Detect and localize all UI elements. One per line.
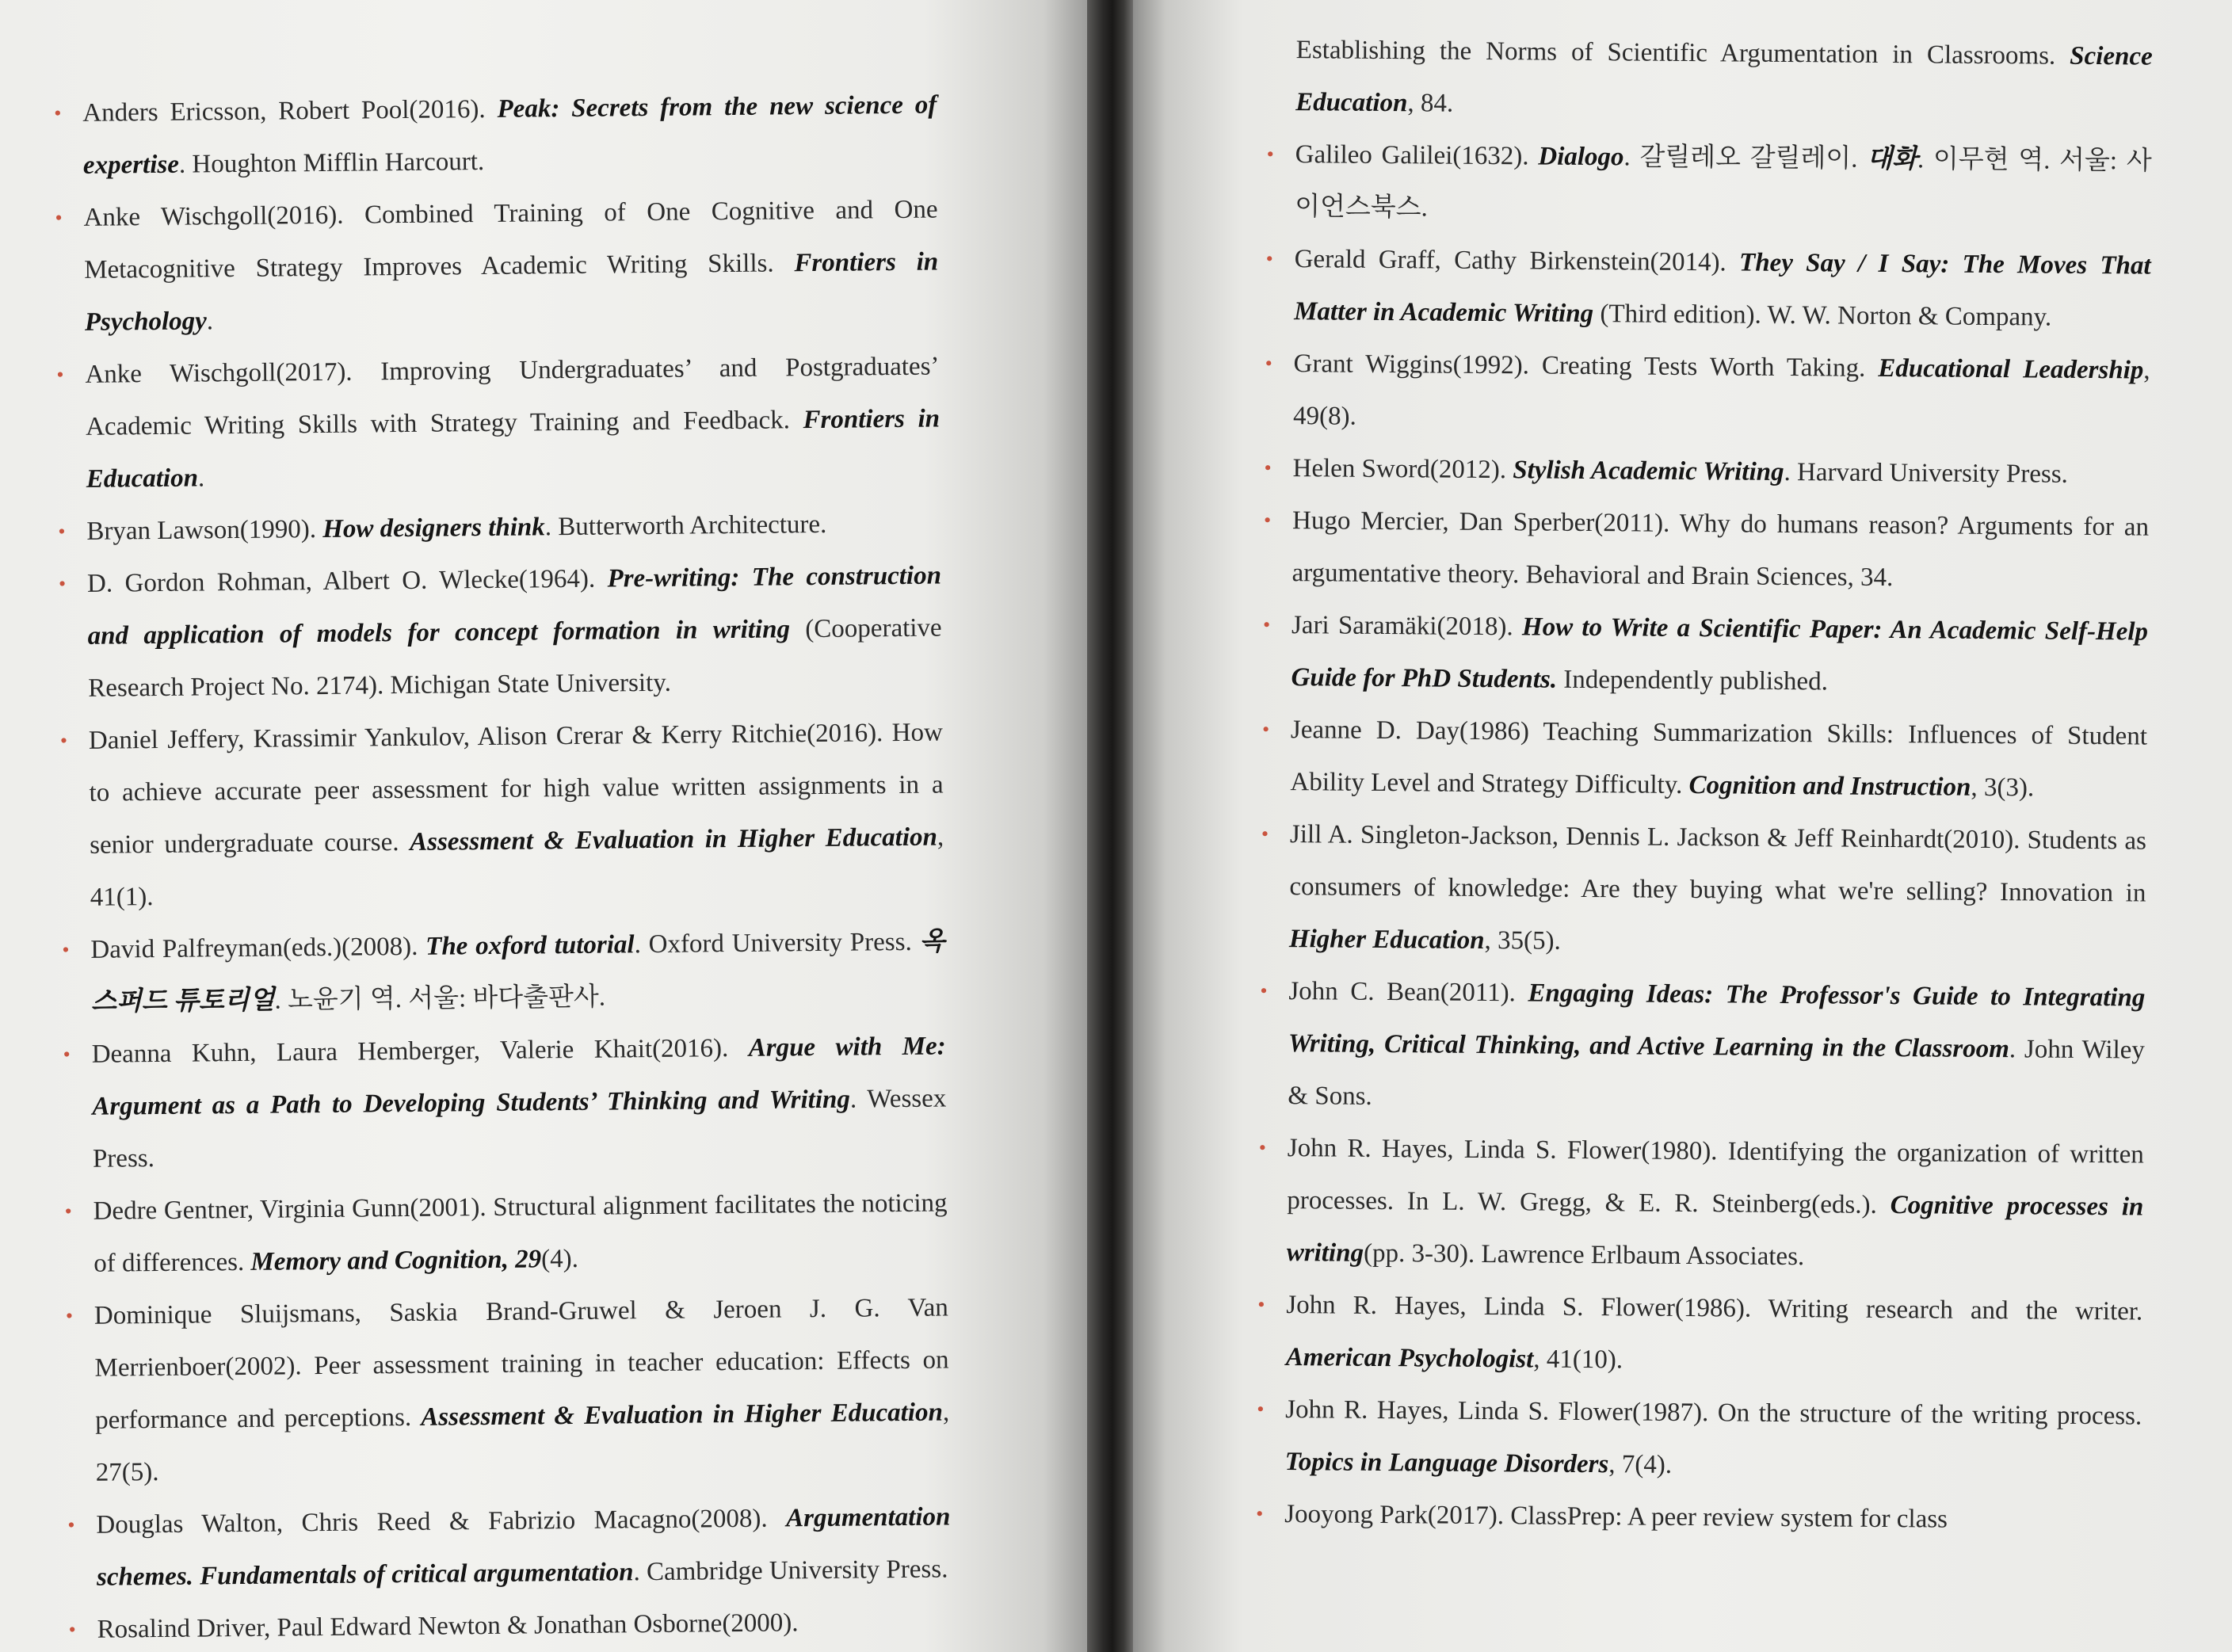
reference-source-title: Higher Education [1288, 925, 1485, 956]
bullet-icon: • [1261, 822, 1269, 845]
reference-item [1266, 128, 2152, 240]
reference-source-title: Assessment & Evaluation in Higher Education [421, 1398, 944, 1432]
reference-text: John R. Hayes, Linda S. Flower(1980). Identifying the organization of written processes. In L. W. Gregg, & E. R. Steinberg(eds.). [1287, 1134, 2144, 1220]
reference-source-title: Science Education [1295, 41, 2153, 118]
reference-source-title: American Psychologist [1285, 1343, 1534, 1374]
reference-text: Hugo Mercier, Dan Sperber(2011). Why do humans reason? Arguments for an argumentative theory. Behavioral and Brain Sciences, 34. [1292, 506, 2150, 593]
bullet-icon: • [63, 1043, 71, 1066]
reference-source-title: Peak: Secrets from the new science of expertise [82, 90, 937, 180]
reference-item [1257, 1383, 2142, 1495]
reference-text: Galileo Galilei(1632). [1295, 140, 1539, 171]
reference-details: , 84. [1407, 89, 1454, 118]
reference-text: Helen Sword(2012). [1292, 454, 1513, 485]
reference-translation-details: . 노윤기 역. 서울: 바다출판사. [274, 982, 606, 1015]
bullet-icon: • [1264, 456, 1272, 479]
reference-details: . [206, 307, 214, 336]
reference-details: , 49(8). [1292, 356, 2150, 431]
bullet-icon: • [56, 363, 64, 387]
reference-source-title: Memory and Cognition, 29 [250, 1245, 542, 1276]
reference-text: Grant Wiggins(1992). Creating Tests Worth Taking. [1293, 349, 1879, 383]
reference-text: Deanna Kuhn, Laura Hemberger, Valerie Khait(2016). [91, 1033, 749, 1069]
bullet-icon: • [1265, 351, 1272, 375]
reference-item [58, 549, 943, 714]
reference-text: Douglas Walton, Chris Reed & Fabrizio Macagno(2008). [96, 1504, 787, 1539]
reference-details: . Wessex Press. [92, 1084, 947, 1173]
bullet-icon: • [1257, 1292, 1265, 1316]
reference-details: (Cooperative Research Project No. 2174). Michigan State University. [88, 613, 942, 703]
reference-source-title: How to Write a Scientific Paper: An Academic Self-Help Guide for PhD Students. [1291, 612, 2149, 694]
reference-details: (4). [541, 1244, 579, 1274]
reference-source-title: Stylish Academic Writing [1513, 456, 1784, 486]
reference-text: Establishing the Norms of Scientific Argumentation in Classrooms. [1295, 36, 2070, 71]
reference-text: D. Gordon Rohman, Albert O. Wlecke(1964). [86, 564, 608, 598]
reference-item [1260, 965, 2146, 1129]
bullet-icon: • [1263, 508, 1272, 532]
reference-details: . Harvard University Press. [1784, 457, 2069, 489]
bullet-icon: • [58, 572, 67, 596]
bullet-icon: • [1266, 142, 1274, 166]
reference-item [1264, 442, 2149, 502]
reference-item [65, 1281, 950, 1498]
reference-text: John C. Bean(2011). [1288, 977, 1528, 1008]
reference-details: , 3(3). [1971, 773, 2035, 803]
bullet-icon: • [1262, 612, 1271, 636]
reference-details: . Butterworth Architecture. [544, 509, 827, 542]
reference-text: David Palfreyman(eds.)(2008). [90, 932, 426, 964]
reference-item [1263, 494, 2150, 606]
reference-text: Bryan Lawson(1990). [86, 514, 323, 546]
bullet-icon: • [68, 1618, 76, 1642]
reference-details: . Houghton Mifflin Harcourt. [178, 147, 485, 179]
reference-text: Jooyong Park(2017). ClassPrep: A peer review system for class [1284, 1500, 1948, 1534]
reference-text: Anke Wischgoll(2017). Improving Undergraduates’ and Postgraduates’ Academic Writing Skills with Strategy Training and Feedback. [85, 352, 940, 441]
reference-text: Jill A. Singleton-Jackson, Dennis L. Jackson & Jeff Reinhardt(2010). Students as consumers of knowledge: Are they buying what we're selling? Innovation in [1289, 820, 2147, 908]
reference-item [64, 1177, 948, 1289]
reference-text: Anke Wischgoll(2016). Combined Training of One Cognitive and One Metacognitive Strategy Improves Academic Writing Skills. [83, 195, 938, 284]
reference-text: Dedre Gentner, Virginia Gunn(2001). Structural alignment facilitates the noticing of differences. [93, 1188, 948, 1278]
reference-source-title: Engaging Ideas: The Professor's Guide to Integrating Writing, Critical Thinking, and Active Learning in the Classroom [1288, 979, 2146, 1064]
reference-translation-details: . 이무현 역. 서울: 사이언스북스. [1295, 145, 2152, 223]
bullet-icon: • [1258, 1135, 1267, 1159]
reference-details: . Cambridge University Press. [633, 1555, 948, 1587]
bullet-icon: • [1261, 717, 1270, 741]
reference-text: Gerald Graff, Cathy Birkenstein(2014). [1294, 245, 1740, 277]
reference-details: . [197, 464, 205, 493]
reference-item [68, 1595, 952, 1652]
reference-text: Rosalind Driver, Paul Edward Newton & Jonathan Osborne(2000). [97, 1608, 799, 1644]
bullet-icon: • [54, 101, 62, 125]
bullet-icon: • [62, 938, 70, 962]
reference-source-title: Assessment & Evaluation in Higher Education [409, 822, 938, 857]
reference-details: , 35(5). [1484, 926, 1561, 956]
reference-item [63, 1020, 947, 1185]
reference-item [67, 1490, 951, 1603]
reference-item [55, 184, 939, 349]
right-reference-list [1256, 24, 2153, 1547]
reference-details: . Oxford University Press. [634, 927, 920, 960]
left-reference-list [54, 79, 952, 1652]
reference-details: , 27(5). [95, 1398, 950, 1487]
reference-source-title: How designers think [322, 513, 545, 544]
reference-text: Dominique Sluijsmans, Saskia Brand-Gruwel & Jeroen J. G. Van Merrienboer(2002). Peer assessment training in teacher education: Effects on performance and perceptions. [93, 1293, 949, 1435]
reference-item [1258, 1122, 2145, 1286]
reference-item [1261, 704, 2148, 815]
reference-item [1265, 338, 2150, 449]
reference-source-title: Cognition and Instruction [1688, 771, 1971, 802]
bullet-icon: • [1265, 246, 1273, 270]
bullet-icon: • [1257, 1397, 1265, 1421]
bullet-icon: • [67, 1513, 75, 1537]
reference-source-title: They Say / I Say: The Moves That Matter in Academic Writing [1294, 248, 2151, 329]
reference-text: John R. Hayes, Linda S. Flower(1986). Writing research and the writer. [1286, 1291, 2143, 1326]
book-gutter [1087, 0, 1133, 1652]
reference-details: (Third edition). W. W. Norton & Company. [1593, 299, 2052, 332]
reference-item [1265, 233, 2151, 345]
reference-translated-title: 대화 [1867, 144, 1918, 174]
reference-text: John R. Hayes, Linda S. Flower(1987). On the structure of the writing process. [1285, 1395, 2142, 1431]
left-page [0, 0, 1087, 1652]
reference-details: , 7(4). [1608, 1450, 1673, 1479]
reference-item [58, 497, 941, 557]
reference-details: , 41(10). [1533, 1345, 1623, 1375]
reference-translated-title: 옥스퍼드 튜토리얼 [90, 927, 945, 1017]
bullet-icon: • [1256, 1501, 1264, 1525]
reference-item [62, 915, 945, 1028]
reference-source-title: Argumentation schemes. Fundamentals of critical argumentation [96, 1502, 951, 1592]
reference-source-title: Frontiers in Psychology [84, 247, 939, 337]
bullet-icon: • [1260, 979, 1268, 1002]
reference-source-title: Frontiers in Education [86, 404, 940, 494]
reference-text: Jari Saramäki(2018). [1291, 611, 1523, 642]
reference-continuation [1284, 24, 2153, 135]
bullet-icon: • [58, 520, 66, 544]
right-page [1133, 0, 2232, 1652]
reference-text: Daniel Jeffery, Krassimir Yankulov, Alison Crerar & Kerry Ritchie(2016). How to achieve accurate peer assessment for high value written assignments in a senior undergraduate course. [88, 718, 944, 860]
reference-details: Independently published. [1556, 665, 1829, 696]
reference-details: . John Wiley & Sons. [1288, 1035, 2145, 1111]
reference-details: (pp. 3-30). Lawrence Erlbaum Associates. [1363, 1238, 1805, 1272]
bullet-icon: • [65, 1304, 74, 1328]
reference-item [1257, 1279, 2143, 1391]
reference-details: , 41(1). [90, 822, 944, 912]
reference-item [56, 341, 940, 506]
reference-source-title: The oxford tutorial [425, 930, 635, 961]
reference-item [1256, 1488, 2141, 1547]
reference-item [1262, 599, 2149, 711]
bullet-icon: • [59, 729, 68, 753]
reference-source-title: Topics in Language Disorders [1284, 1448, 1609, 1479]
reference-details: . 갈릴레오 갈릴레이. [1623, 143, 1868, 174]
reference-item [59, 706, 944, 923]
reference-source-title: Pre-writing: The construction and application of models for concept formation in writing [87, 561, 942, 650]
reference-source-title: Argue with Me: Argument as a Path to Developing Students’ Thinking and Writing [92, 1032, 946, 1121]
reference-item [54, 79, 937, 192]
reference-text: Anders Ericsson, Robert Pool(2016). [82, 94, 498, 128]
bullet-icon: • [64, 1200, 72, 1223]
reference-item [1261, 808, 2147, 972]
bullet-icon: • [55, 206, 63, 230]
reference-source-title: Dialogo [1538, 142, 1624, 172]
reference-source-title: Educational Leadership [1878, 353, 2144, 385]
reference-text: Jeanne D. Day(1986) Teaching Summarization Skills: Influences of Student Ability Level and Strategy Difficulty. [1290, 715, 2148, 800]
reference-source-title: Cognitive processes in writing [1286, 1191, 2144, 1268]
